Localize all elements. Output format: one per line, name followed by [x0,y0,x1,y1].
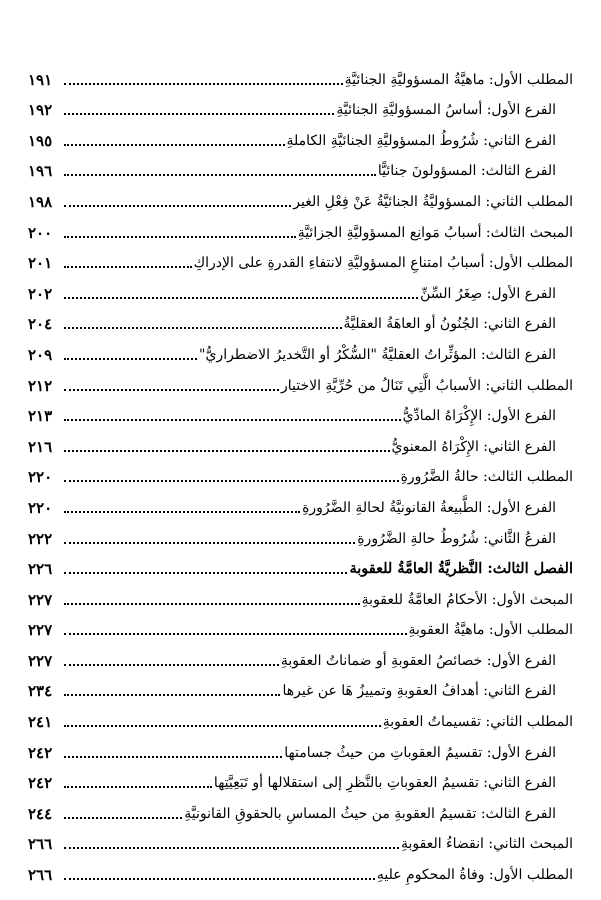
toc-entry-page-number: ٢٢٧ [28,590,53,609]
dot-leader [64,724,381,727]
toc-entry [28,303,573,334]
toc-entry-page-number: ١٩١ [28,70,53,89]
toc-entry-title: الفرع الثاني: تقسيمُ العقوباتِ بالنَّظرِ إلى استقلالها أو تَبَعِيَّتِها [213,775,556,792]
dot-leader [64,388,279,391]
toc-entry-page-number: ٢٢٠ [28,468,53,487]
toc-entry [28,333,573,364]
toc-entry-title: الفرع الأول: الإِكْرَاهُ المادِّيُّ [402,408,556,425]
dot-leader [64,112,334,115]
toc-entry-title: الفرع الثالث: تقسيمُ العقوبةِ من حيثُ المساسِ بالحقوقِ القانونيَّةِ [184,805,556,822]
dot-leader [64,235,296,238]
dot-leader [64,449,390,452]
toc-entry-title: الفرع الأول: الطَّبيعةُ القانونيَّةُ لحالةِ الضَّرُورةِ [302,499,556,516]
dot-leader [64,816,182,819]
toc-entry-title: المبحث الأول: الأحكامُ العامَّةُ للعقوبةِ [361,591,573,608]
dot-leader [64,663,279,666]
toc-entry [28,762,573,793]
dot-leader [64,846,399,849]
dot-leader [64,632,407,635]
dot-leader [64,755,282,758]
toc-entry-page-number: ٢٤٢ [28,743,53,762]
dot-leader [64,510,300,513]
dot-leader [64,173,376,176]
toc-entry [28,211,573,242]
toc-entry-title: الفرع الثاني: شُرُوطُ المسؤوليَّةِ الجنائيَّةِ الكاملةِ [286,132,556,149]
toc-entry [28,272,573,303]
dot-leader [64,602,360,605]
toc-entry-title: المطلب الأول: أسبابُ امتناعِ المسؤوليَّةِ لانتفاءِ القدرةِ على الإدراكِ [193,255,573,272]
toc-entry [28,395,573,426]
toc-entry-page-number: ٢٠١ [28,254,53,273]
toc-entry-page-number: ٢٢٧ [28,621,53,640]
dot-leader [64,265,192,268]
dot-leader [64,82,343,85]
dot-leader [64,204,291,207]
toc-entry [28,609,573,640]
toc-entry-title: الفرع الثاني: الجُنُونُ أو العاهَةُ العقليَّةُ [343,316,556,333]
toc-entry-title: المبحث الثالث: أسبابُ مَوانِع المسؤوليَّةِ الجزائيَّةِ [297,224,573,241]
toc-entry-page-number: ١٩٨ [28,192,53,211]
toc-entry-title: الفرع الثالث: المسؤولونَ جنائيًّا [377,163,556,180]
toc-entry-title: الفرع الثالث: المؤثِّراتُ العقليَّةُ "السُّكْرُ أو التَّخديرُ الاضطراريُّ" [199,346,556,363]
toc-entry-page-number: ٢٢٧ [28,651,53,670]
dot-leader [64,877,375,880]
table-of-contents [28,58,573,884]
toc-entry-page-number: ٢٦٦ [28,866,53,885]
toc-entry-page-number: ٢٢٠ [28,498,53,517]
dot-leader [64,418,401,421]
dot-leader [64,296,418,299]
toc-entry [28,364,573,395]
dot-leader [64,571,347,574]
toc-entry-title: الفصل الثالث: النَّظريَّةُ العامَّةُ للعقوبة [349,560,573,578]
toc-entry-title: الفرع الأول: صِغَرُ السِّنِّ [420,285,556,302]
toc-entry [28,670,573,701]
dot-leader [64,785,212,788]
toc-entry [28,823,573,854]
toc-entry [28,456,573,487]
toc-entry-page-number: ٢٦٦ [28,835,53,854]
toc-entry [28,242,573,273]
toc-entry-page-number: ١٩٥ [28,131,53,150]
toc-entry [28,853,573,884]
toc-entry-title: الفرع الأول: تقسيمُ العقوباتِ من حيثُ جسامتها [284,744,556,761]
toc-entry-page-number: ٢٢٢ [28,529,53,548]
toc-entry [28,119,573,150]
toc-entry [28,639,573,670]
toc-entry [28,58,573,89]
toc-entry-page-number: ٢٠٠ [28,223,53,242]
toc-entry-page-number: ٢٤٤ [28,804,53,823]
toc-entry-page-number: ٢٢٦ [28,560,53,579]
toc-entry-title: المطلب الأول: ماهيَّةُ المسؤوليَّةِ الجنائيَّةِ [344,71,573,88]
toc-entry [28,180,573,211]
toc-entry [28,792,573,823]
dot-leader [64,479,399,482]
toc-entry [28,517,573,548]
dot-leader [64,693,280,696]
toc-entry-title: المطلب الثالث: حالةُ الضَّرُورةِ [400,469,573,486]
toc-entry-page-number: ٢١٦ [28,437,53,456]
toc-entry [28,578,573,609]
toc-entry-title: الفرع الثاني: أهدافُ العقوبةِ وتمييزُ هَا عن غيرها [282,683,556,700]
toc-entry-page-number: ١٩٢ [28,101,53,120]
toc-entry-title: المطلب الأول: وفاةُ المحكومِ عليهِ [376,867,573,884]
toc-entry-page-number: ٢٠٩ [28,345,53,364]
toc-entry [28,150,573,181]
toc-entry-title: المطلب الثاني: الأسبابُ الَّتِي تَنَالُ من حُرِّيَّةِ الاختيار [280,377,573,394]
toc-entry-title: المطلب الثاني: تقسيماتُ العقوبةِ [382,714,573,731]
toc-entry [28,731,573,762]
toc-entry-page-number: ٢١٢ [28,376,53,395]
toc-entry-page-number: ٢٠٤ [28,315,53,334]
toc-entry-title: الفرع الأول: خصائصُ العقوبةِ أو ضماناتُ العقوبةِ [280,652,556,669]
toc-entry-page-number: ٢٤٢ [28,774,53,793]
toc-entry-page-number: ١٩٦ [28,162,53,181]
toc-entry-page-number: ٢٤١ [28,713,53,732]
toc-entry-title: المبحث الثاني: انقضاءُ العقوبةِ [400,836,573,853]
toc-entry-title: المطلب الثاني: المسؤوليَّةُ الجنائيَّةُ عَنْ فِعْلِ الغير [293,193,573,210]
toc-entry [28,89,573,120]
dot-leader [64,326,342,329]
toc-entry-page-number: ٢١٣ [28,407,53,426]
toc-entry-title: الفرع الثاني: الإِكْرَاهُ المعنويُّ [391,438,556,455]
toc-entry-page-number: ٢٣٤ [28,682,53,701]
toc-entry [28,486,573,517]
toc-entry [28,548,573,579]
dot-leader [64,541,355,544]
toc-entry [28,700,573,731]
toc-entry-title: المطلب الأول: ماهيَّةُ العقوبةِ [408,622,573,639]
dot-leader [64,357,197,360]
toc-entry-title: الفرع الأول: أساسُ المسؤوليَّةِ الجنائيَّةِ [336,102,556,119]
dot-leader [64,143,285,146]
toc-entry-title: الفرعُ الثَّاني: شُرُوطُ حالةِ الضَّرُورةِ [357,530,556,547]
toc-entry [28,425,573,456]
toc-entry-page-number: ٢٠٢ [28,284,53,303]
